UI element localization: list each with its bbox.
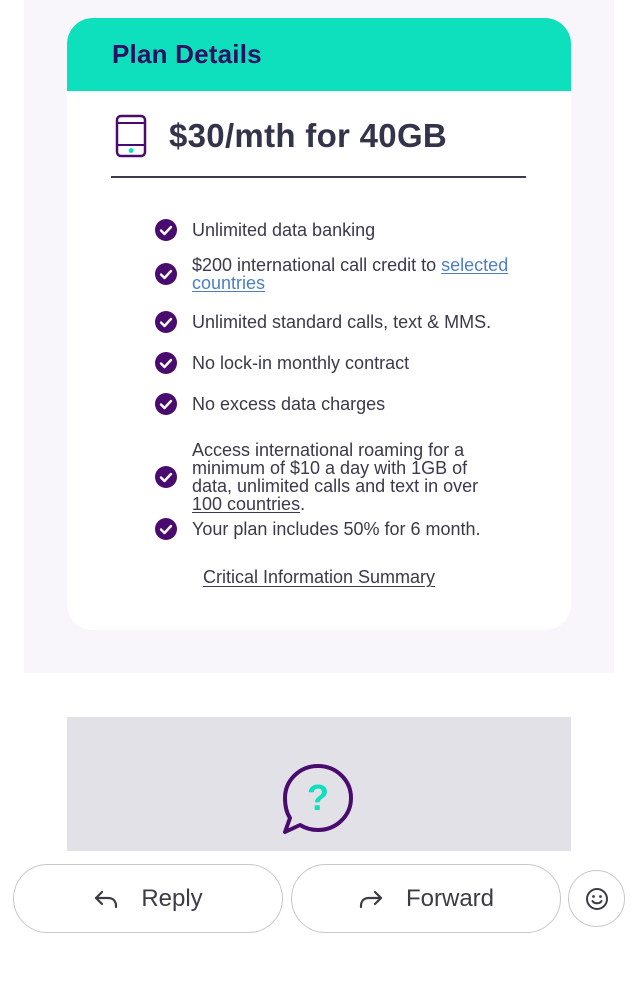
plan-feature-text (192, 256, 512, 292)
check-circle-icon (155, 518, 177, 540)
forward-label: Forward (405, 884, 495, 912)
feature-text-segment: Unlimited data banking (192, 220, 376, 240)
check-circle-icon (155, 352, 177, 374)
feature-text-segment: Unlimited standard calls, text & MMS. (192, 312, 492, 332)
plan-price: $30/mth for 40GB (169, 117, 448, 154)
price-divider (111, 176, 526, 178)
plan-feature-text (192, 313, 522, 331)
mobile-phone-icon (115, 114, 147, 158)
plan-details-card (67, 18, 571, 630)
plan-feature-item (155, 352, 535, 374)
help-section (67, 717, 571, 851)
reply-button[interactable] (13, 864, 283, 933)
plan-feature-item (155, 256, 535, 292)
feature-text-segment: Access international roaming for a minimum of $10 a day with 1GB of data, unlimited calls and text in over (192, 440, 479, 496)
feature-text-segment: No excess data charges (192, 394, 386, 414)
reply-label: Reply (141, 884, 203, 912)
feature-text-segment: $200 international call credit to (192, 255, 442, 275)
plan-feature-item (155, 441, 535, 513)
plan-feature-text (192, 395, 512, 413)
plan-feature-item (155, 219, 535, 241)
question-bubble-icon (280, 762, 356, 836)
forward-button[interactable] (291, 864, 561, 933)
critical-information-summary-link[interactable]: Critical Information Summary (202, 567, 436, 587)
check-circle-icon (155, 311, 177, 333)
selected-countries-link[interactable]: selected countries (192, 255, 509, 293)
plan-details-header (67, 18, 571, 91)
forward-arrow-icon (358, 888, 384, 910)
roaming-countries-link[interactable]: 100 countries (192, 494, 301, 514)
plan-feature-text (192, 221, 512, 239)
check-circle-icon (155, 393, 177, 415)
plan-price-row (115, 114, 447, 158)
reply-arrow-icon (93, 888, 119, 910)
svg-text:?: ? (307, 777, 329, 818)
feature-text-segment: No lock-in monthly contract (192, 353, 410, 373)
plan-feature-text (192, 520, 522, 538)
plan-feature-text (192, 441, 510, 513)
plan-feature-text (192, 354, 512, 372)
plan-feature-item (155, 393, 535, 415)
plan-details-title: Plan Details (112, 39, 262, 69)
plan-feature-item (155, 518, 535, 540)
feature-text-segment: . (300, 494, 306, 514)
check-circle-icon (155, 263, 177, 285)
smiley-icon (585, 887, 609, 911)
plan-feature-item (155, 311, 535, 333)
emoji-reaction-button[interactable] (568, 870, 625, 927)
check-circle-icon (155, 466, 177, 488)
feature-text-segment: Your plan includes 50% for 6 month. (192, 519, 481, 539)
check-circle-icon (155, 219, 177, 241)
